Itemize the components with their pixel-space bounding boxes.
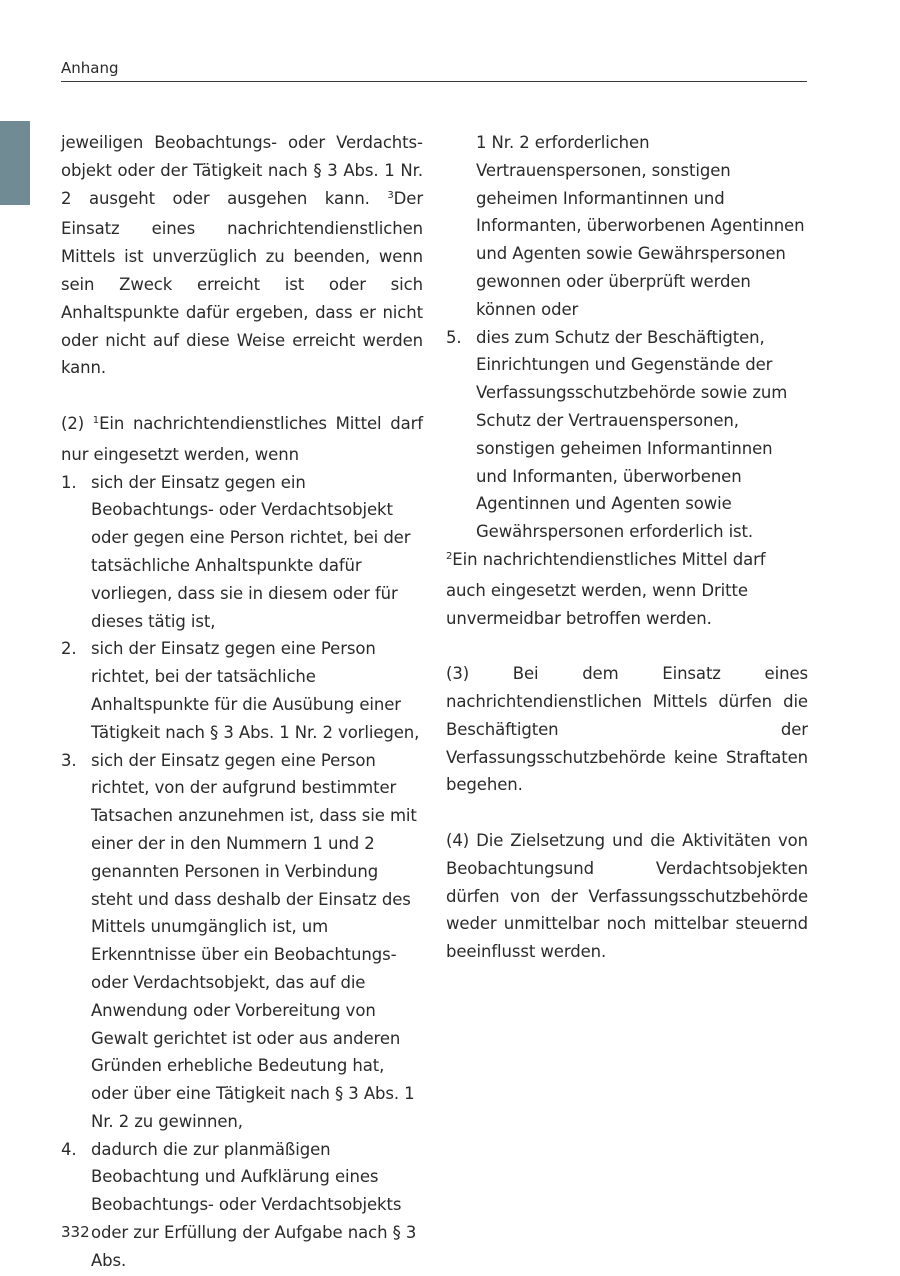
list-item-text: sich der Einsatz gegen eine Person richtet, bei der tatsächliche Anhaltspunkte für die Ausübung einer Tätigkeit nach § 3 Abs. 1 Nr. 2 vorliegen,: [91, 639, 420, 742]
running-header: Anhang: [61, 59, 119, 77]
list-item-text: sich der Einsatz gegen ein Beobachtungs- oder Verdachtsobjekt oder gegen eine Person richtet, bei der tatsächliche Anhaltspunkte dafür vorliegen, dass sie in diesem oder für dieses tätig ist,: [91, 472, 411, 631]
sentence-2-text: Ein nachrichtendienstliches Mittel darf auch eingesetzt werden, wenn Dritte unvermeidbar betroffen werden.: [446, 549, 766, 628]
paragraph-label: (2): [61, 413, 85, 433]
sentence-number: 2: [446, 550, 453, 562]
list-number: 1.: [61, 472, 77, 492]
list-item-text: sich der Einsatz gegen eine Person richtet, von der aufgrund bestimmter Tatsachen anzunehmen ist, dass sie mit einer der in den Nummern 1 und 2 genannten Personen in Verbindung steht und dass deshalb der Einsatz des Mittels unumgänglich ist, um Erkenntnisse über ein Beobachtungs- oder Verdachtsobjekt, das auf die Anwendung oder Vorbereitung von Gewalt gerichtet ist oder aus anderen Gründen erhebliche Bedeutung hat, oder über eine Tätigkeit nach § 3 Abs. 1 Nr. 2 zu gewinnen,: [91, 750, 417, 1131]
list-number: 2.: [61, 639, 77, 659]
list-number: 5.: [446, 327, 462, 347]
intro-text: jeweiligen Beobachtungs- oder Verdachtsobjekt oder der Tätigkeit nach § 3 Abs. 1 Nr. 2 ausgeht oder ausgehen kann.: [61, 133, 423, 208]
list-item-continuation: 1 Nr. 2 erforderlichen Vertrauenspersonen, sonstigen geheimen Informantinnen und Informanten, überworbenen Agentinnen und Agenten sowie Gewährspersonen gewonnen oder überprüft werden können oder: [476, 133, 805, 319]
sentence-number: 1: [92, 414, 100, 426]
left-column: [61, 129, 423, 1275]
paragraph-3: (3) Bei dem Einsatz eines nachrichtendienstlichen Mittels dürfen die Beschäftigten der Verfassungsschutzbehörde keine Straftaten begehen.: [446, 664, 808, 795]
paragraph-2-intro: [61, 410, 423, 469]
list-item: [61, 635, 423, 746]
list-item: [446, 324, 808, 546]
sentence-2: [446, 546, 808, 632]
paragraph-4: (4) Die Zielsetzung und die Aktivitäten von Beobachtungsund Verdachtsobjekten dürfen von der Verfassungsschutzbehörde weder unmittelbar noch mittelbar steuernd beeinflusst werden.: [446, 830, 808, 962]
paragraph-2-text: Ein nachrichtendienstliches Mittel darf nur eingesetzt werden, wenn: [61, 413, 423, 464]
condition-list: [61, 469, 423, 1275]
continued-paragraph: [61, 129, 423, 382]
list-number: 4.: [61, 1139, 77, 1159]
chapter-tab-marker: [0, 121, 30, 205]
intro-text-2: Der Einsatz eines nachrichtendienstlichen Mittels ist unverzüglich zu beenden, wenn sein Zweck erreicht ist oder sich Anhaltspunkte dafür ergeben, dass er nicht oder nicht auf diese Weise erreicht werden kann.: [61, 188, 423, 378]
page-number: 332: [61, 1223, 90, 1241]
list-number: 3.: [61, 750, 77, 770]
list-item: [61, 469, 423, 636]
list-item: [61, 747, 423, 1136]
list-item-text: dadurch die zur planmäßigen Beobachtung und Aufklärung eines Beobachtungs- oder Verdachtsobjekts oder zur Erfüllung der Aufgabe nach § 3 Abs.: [91, 1139, 417, 1270]
list-item-text: dies zum Schutz der Beschäftigten, Einrichtungen und Gegenstände der Verfassungsschutzbehörde sowie zum Schutz der Vertrauenspersonen, sonstigen geheimen Informantinnen und Informanten, überworbenen Agentinnen und Agenten sowie Gewährspersonen erforderlich ist.: [476, 327, 788, 542]
list-item: [61, 1136, 423, 1275]
sentence-number: 3: [387, 189, 394, 201]
header-rule: [61, 81, 807, 82]
right-column: [446, 129, 808, 966]
